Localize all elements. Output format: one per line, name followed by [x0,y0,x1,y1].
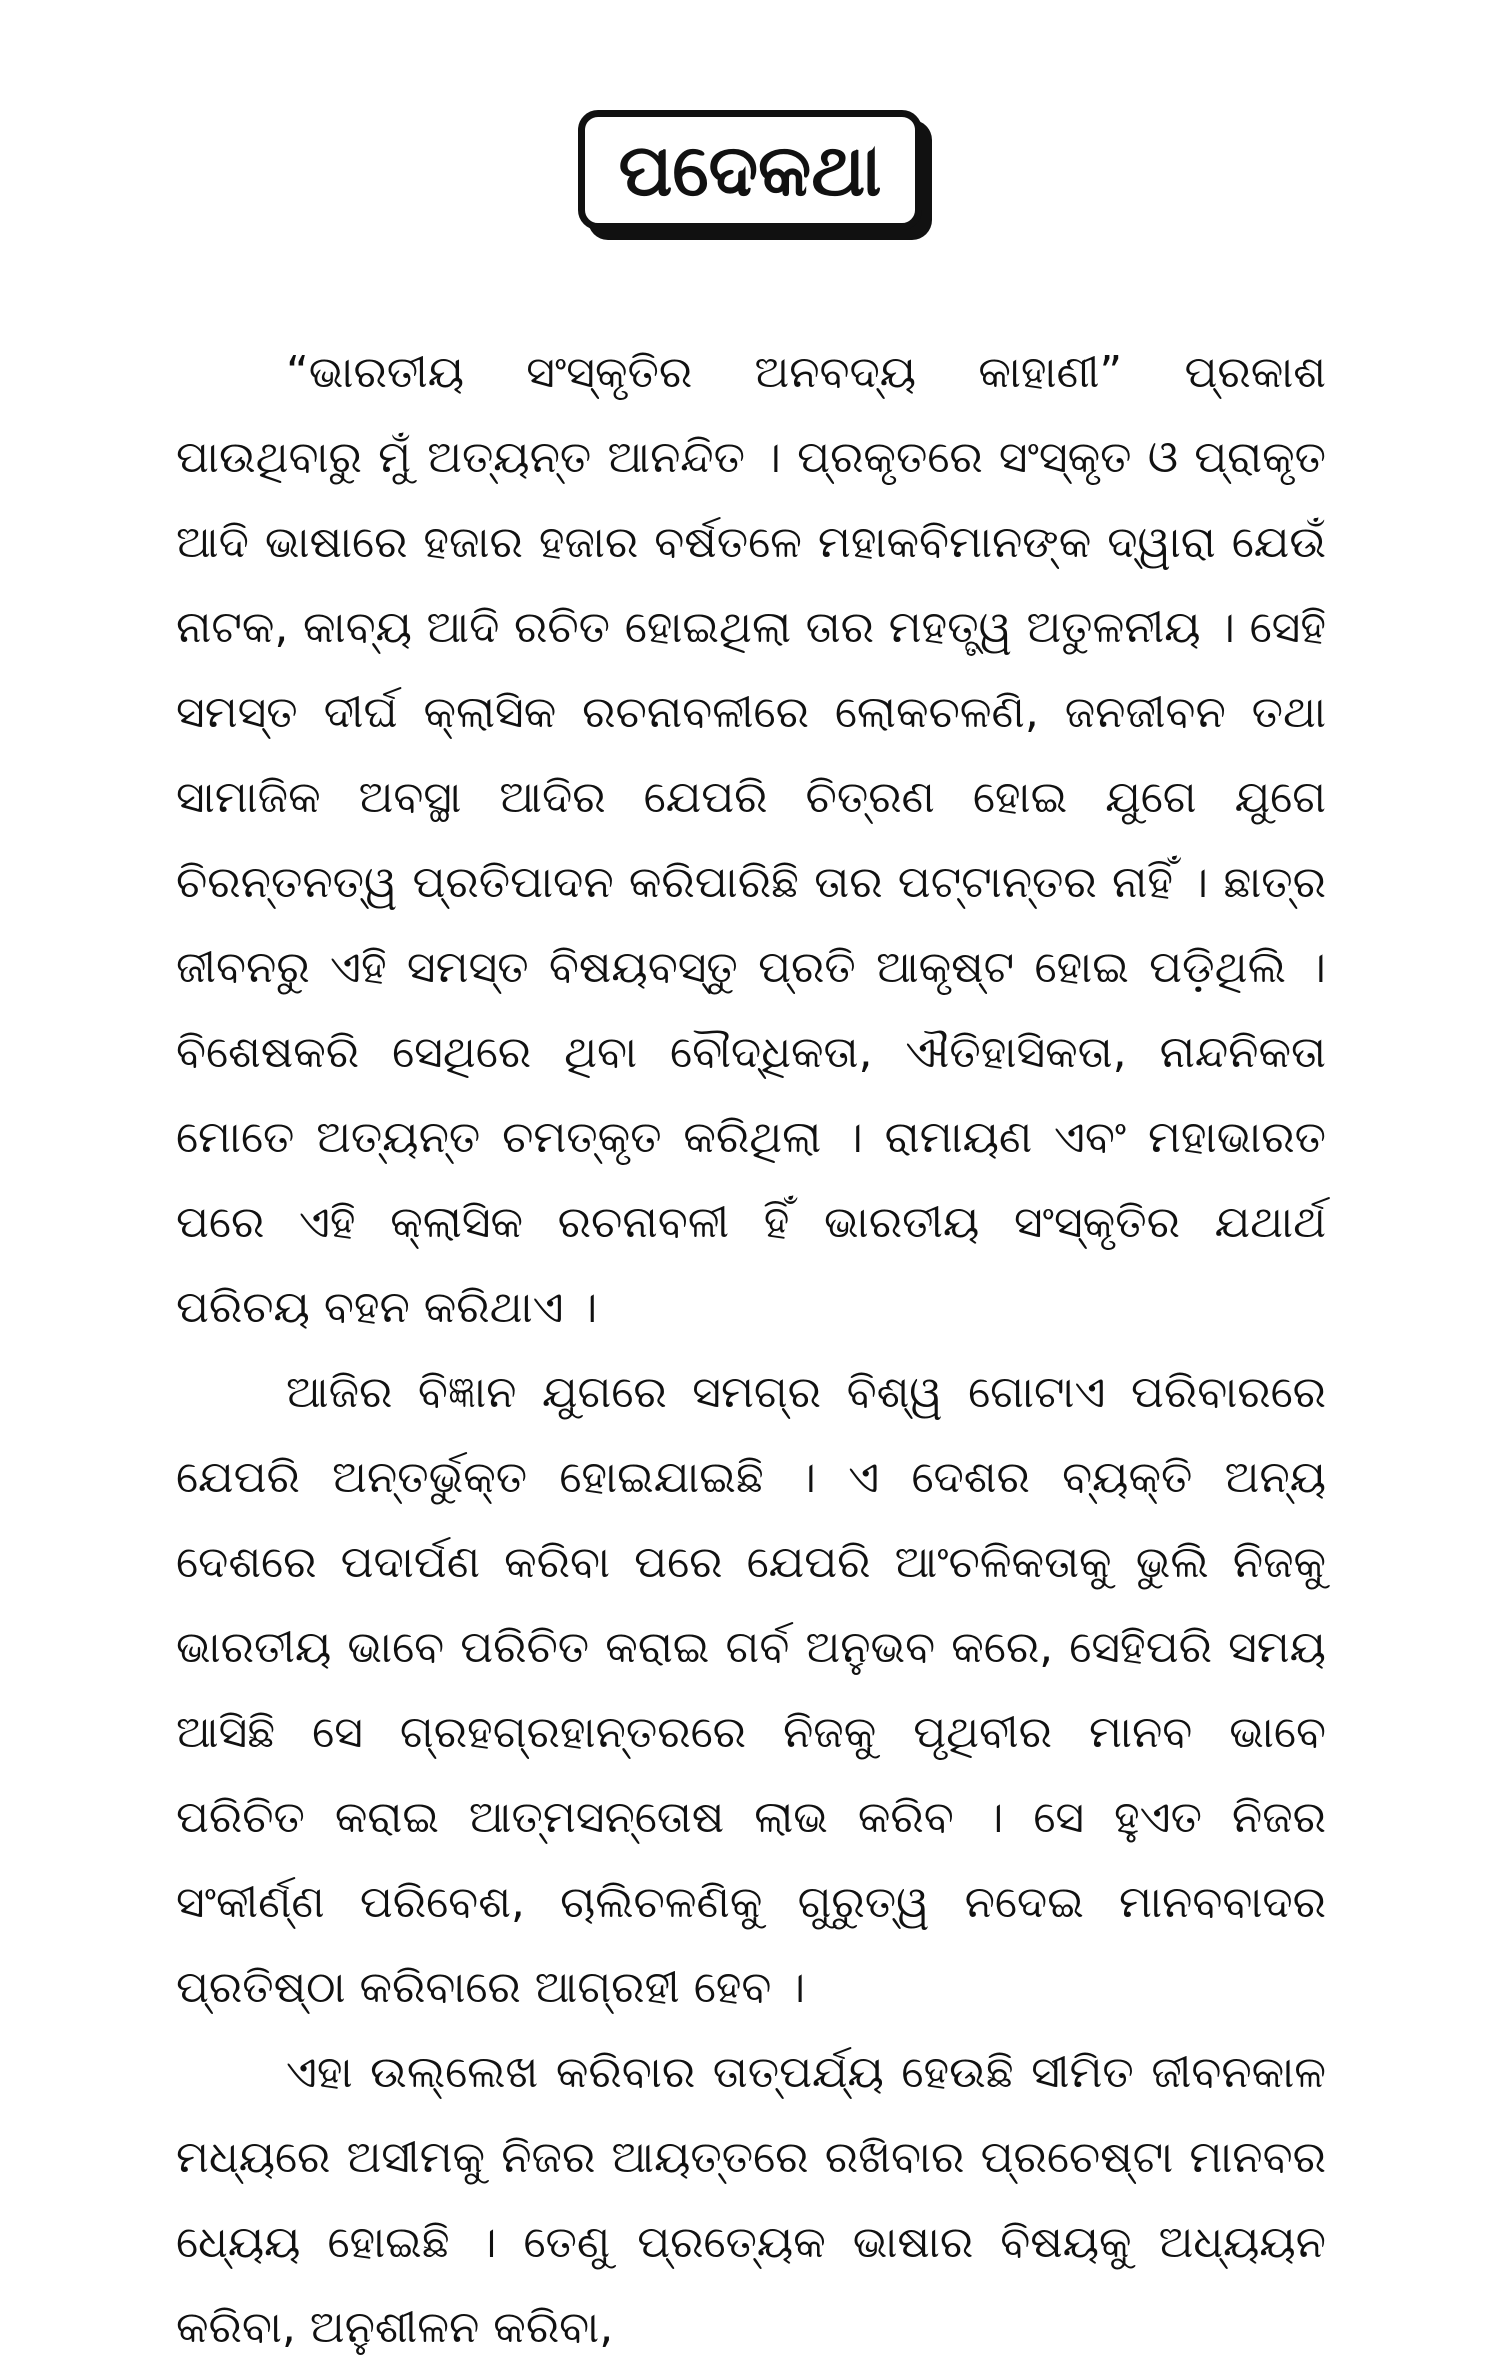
paragraph-2: ଆଜିର ବିଜ୍ଞାନ ଯୁଗରେ ସମଗ୍ର ବିଶ୍ୱ ଗୋଟାଏ ପରିବାରରେ ଯେପରି ଅନ୍ତର୍ଭୁକ୍ତ ହୋଇଯାଇଛି । ଏ ଦେଶର ବ୍ୟକ୍ତି ଅନ୍ୟ ଦେଶରେ ପଦାର୍ପଣ କରିବା ପରେ ଯେପରି ଆଂଚଳିକତାକୁ ଭୁଲି ନିଜକୁ ଭାରତୀୟ ଭାବେ ପରିଚିତ କରାଇ ଗର୍ବ ଅନୁଭବ କରେ, ସେହିପରି ସମୟ ଆସିଛି ସେ ଗ୍ରହଗ୍ରହାନ୍ତରରେ ନିଜକୁ ପୃଥିବୀର ମାନବ ଭାବେ ପରିଚିତ କରାଇ ଆତ୍ମସନ୍ତୋଷ ଲାଭ କରିବ । ସେ ହୁଏତ ନିଜର ସଂକୀର୍ଣ୍ଣ ପରିବେଶ, ଚାଲିଚଳଣିକୁ ଗୁରୁତ୍ୱ ନଦେଇ ମାନବବାଦର ପ୍ରତିଷ୍ଠା କରିବାରେ ଆଗ୍ରହୀ ହେବ । [176,1367,1326,2013]
paragraph-3: ଏହା ଉଲ୍ଲେଖ କରିବାର ତାତ୍ପର୍ଯ୍ୟ ହେଉଛି ସୀମିତ ଜୀବନକାଳ ମଧ୍ୟରେ ଅସୀମକୁ ନିଜର ଆୟତ୍ତରେ ରଖିବାର ପ୍ରଚେଷ୍ଟା ମାନବର ଧ୍ୟେୟ ହୋଇଛି । ତେଣୁ ପ୍ରତ୍ୟେକ ଭାଷାର ବିଷୟକୁ ଅଧ୍ୟୟନ କରିବା, ଅନୁଶୀଳନ କରିବା, [176,2047,1326,2353]
body-text [176,330,1326,2370]
paragraph-1: “ଭାରତୀୟ ସଂସ୍କୃତିର ଅନବଦ୍ୟ କାହାଣୀ” ପ୍ରକାଶ ପାଉଥିବାରୁ ମୁଁ ଅତ୍ୟନ୍ତ ଆନନ୍ଦିତ । ପ୍ରକୃତରେ ସଂସ୍କୃତ ଓ ପ୍ରାକୃତ ଆଦି ଭାଷାରେ ହଜାର ହଜାର ବର୍ଷତଳେ ମହାକବିମାନଙ୍କ ଦ୍ୱାରା ଯେଉଁ ନାଟକ, କାବ୍ୟ ଆଦି ରଚିତ ହୋଇଥିଲା ତାର ମହତ୍ତ୍ୱ ଅତୁଳନୀୟ । ସେହି ସମସ୍ତ ଦୀର୍ଘ କ୍ଲାସିକ ରଚନାବଳୀରେ ଲୋକଚଳଣି, ଜନଜୀବନ ତଥା ସାମାଜିକ ଅବସ୍ଥା ଆଦିର ଯେପରି ଚିତ୍ରଣ ହୋଇ ଯୁଗେ ଯୁଗେ ଚିରନ୍ତନତ୍ୱ ପ୍ରତିପାଦନ କରିପାରିଛି ତାର ପଟ୍ଟାନ୍ତର ନାହିଁ । ଛାତ୍ର ଜୀବନରୁ ଏହି ସମସ୍ତ ବିଷୟବସ୍ତୁ ପ୍ରତି ଆକୃଷ୍ଟ ହୋଇ ପଡ଼ିଥିଲି । ବିଶେଷକରି ସେଥିରେ ଥିବା ବୌଦ୍ଧିକତା, ଐତିହାସିକତା, ନାନ୍ଦନିକତା ମୋତେ ଅତ୍ୟନ୍ତ ଚମତ୍କୃତ କରିଥିଲା । ରାମାୟଣ ଏବଂ ମହାଭାରତ ପରେ ଏହି କ୍ଲାସିକ ରଚନାବଳୀ ହିଁ ଭାରତୀୟ ସଂସ୍କୃତିର ଯଥାର୍ଥ ପରିଚୟ ବହନ କରିଥାଏ । [176,347,1326,1333]
title-container [0,110,1500,230]
page-title: ପଦେକଥା [578,110,923,230]
